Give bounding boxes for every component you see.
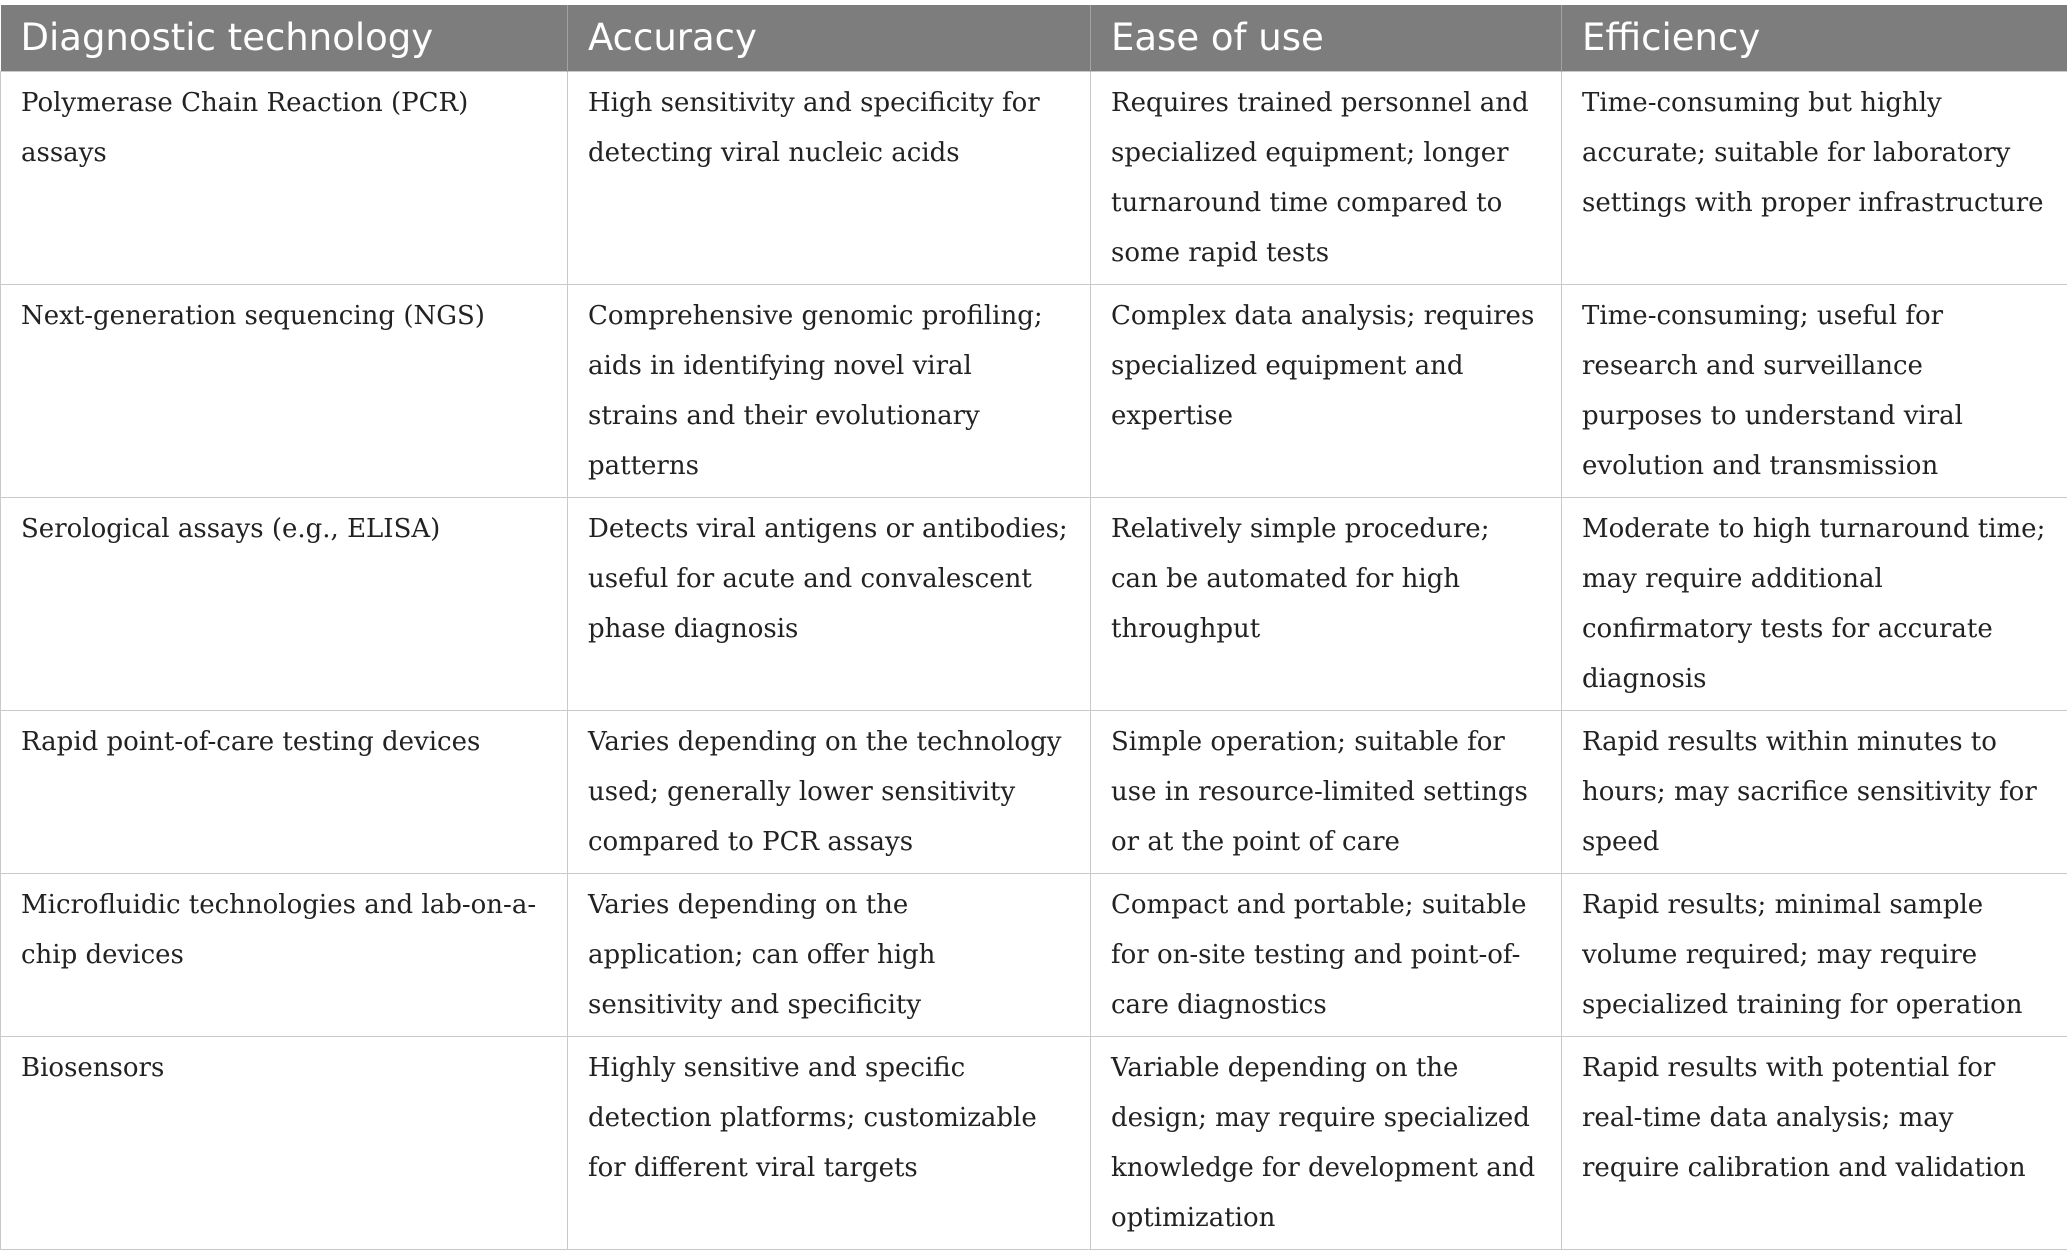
cell-technology: Polymerase Chain Reaction (PCR) assays bbox=[1, 72, 568, 285]
header-efficiency: Efficiency bbox=[1562, 5, 2067, 72]
cell-efficiency: Time-consuming but highly accurate; suitable for laboratory settings with proper infrastructure bbox=[1562, 72, 2067, 285]
cell-technology: Microfluidic technologies and lab-on-a-chip devices bbox=[1, 874, 568, 1037]
comparison-table-container bbox=[0, 5, 2067, 1250]
cell-accuracy: Varies depending on the technology used; generally lower sensitivity compared to PCR assays bbox=[568, 711, 1091, 874]
cell-accuracy: Detects viral antigens or antibodies; useful for acute and convalescent phase diagnosis bbox=[568, 498, 1091, 711]
cell-ease-of-use: Variable depending on the design; may require specialized knowledge for development and optimization bbox=[1091, 1037, 1562, 1250]
cell-accuracy: Highly sensitive and specific detection platforms; customizable for different viral targets bbox=[568, 1037, 1091, 1250]
cell-accuracy: High sensitivity and specificity for detecting viral nucleic acids bbox=[568, 72, 1091, 285]
cell-accuracy: Comprehensive genomic profiling; aids in identifying novel viral strains and their evolutionary patterns bbox=[568, 285, 1091, 498]
table-row bbox=[1, 285, 2067, 498]
cell-efficiency: Rapid results; minimal sample volume required; may require specialized training for operation bbox=[1562, 874, 2067, 1037]
cell-ease-of-use: Requires trained personnel and specialized equipment; longer turnaround time compared to some rapid tests bbox=[1091, 72, 1562, 285]
cell-ease-of-use: Simple operation; suitable for use in resource-limited settings or at the point of care bbox=[1091, 711, 1562, 874]
header-ease-of-use: Ease of use bbox=[1091, 5, 1562, 72]
cell-technology: Rapid point-of-care testing devices bbox=[1, 711, 568, 874]
header-row bbox=[1, 5, 2067, 72]
table-header bbox=[1, 5, 2067, 72]
cell-efficiency: Time-consuming; useful for research and surveillance purposes to understand viral evolution and transmission bbox=[1562, 285, 2067, 498]
header-diagnostic-technology: Diagnostic technology bbox=[1, 5, 568, 72]
cell-ease-of-use: Complex data analysis; requires specialized equipment and expertise bbox=[1091, 285, 1562, 498]
cell-technology: Serological assays (e.g., ELISA) bbox=[1, 498, 568, 711]
cell-technology: Next-generation sequencing (NGS) bbox=[1, 285, 568, 498]
table-row bbox=[1, 498, 2067, 711]
table-row bbox=[1, 874, 2067, 1037]
cell-ease-of-use: Relatively simple procedure; can be automated for high throughput bbox=[1091, 498, 1562, 711]
cell-efficiency: Rapid results with potential for real-time data analysis; may require calibration and validation bbox=[1562, 1037, 2067, 1250]
table-row bbox=[1, 711, 2067, 874]
cell-accuracy: Varies depending on the application; can offer high sensitivity and specificity bbox=[568, 874, 1091, 1037]
header-accuracy: Accuracy bbox=[568, 5, 1091, 72]
cell-technology: Biosensors bbox=[1, 1037, 568, 1250]
table-row bbox=[1, 1037, 2067, 1250]
diagnostic-technology-comparison-table bbox=[0, 5, 2067, 1250]
cell-efficiency: Rapid results within minutes to hours; may sacrifice sensitivity for speed bbox=[1562, 711, 2067, 874]
cell-ease-of-use: Compact and portable; suitable for on-site testing and point-of-care diagnostics bbox=[1091, 874, 1562, 1037]
cell-efficiency: Moderate to high turnaround time; may require additional confirmatory tests for accurate diagnosis bbox=[1562, 498, 2067, 711]
table-row bbox=[1, 72, 2067, 285]
table-body bbox=[1, 72, 2067, 1250]
